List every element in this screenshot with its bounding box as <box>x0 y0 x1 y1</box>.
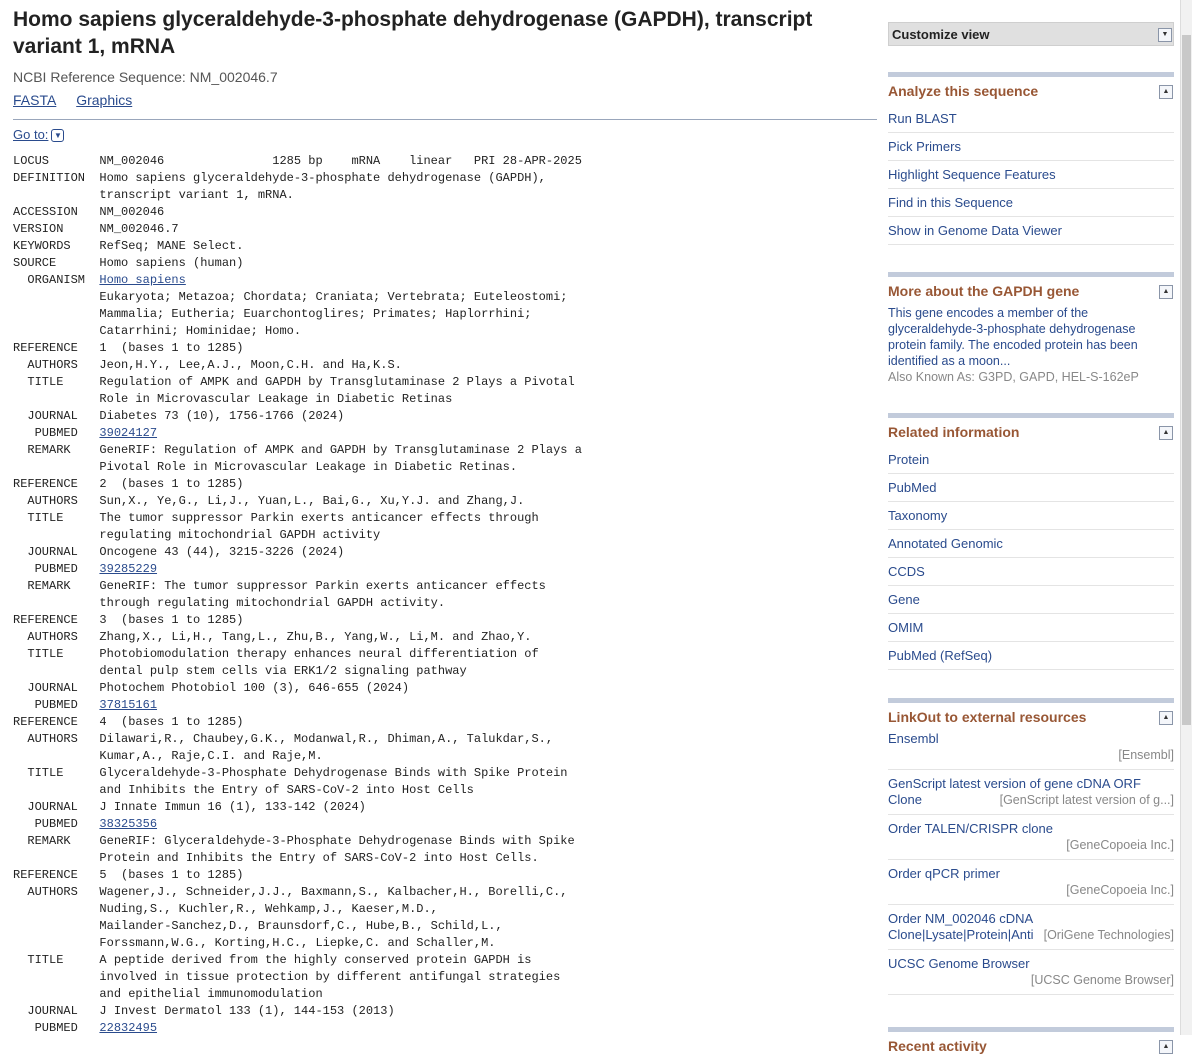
analyze-item-find-in-sequence[interactable]: Find in this Sequence <box>888 189 1174 217</box>
gene-also-known-as: Also Known As: G3PD, GAPD, HEL-S-162eP <box>888 370 1139 384</box>
reference-1-remark: REMARK GeneRIF: Regulation of AMPK and GAPDH by Transglutaminase 2 Plays a Pivotal Role in Microvascular Leakage in Diabetic Retinas. <box>27 443 582 474</box>
related-portlet-header <box>888 413 1174 446</box>
recent-activity-header <box>888 1027 1174 1060</box>
goto-link[interactable]: Go to: <box>13 127 49 142</box>
gene-portlet <box>888 272 1174 385</box>
pubmed-link-1[interactable]: 39024127 <box>99 426 158 440</box>
chevron-down-icon[interactable]: ▼ <box>51 129 64 142</box>
reference-3: REFERENCE 3 (bases 1 to 1285) AUTHORS Zhang,X., Li,H., Tang,L., Zhu,B., Yang,W., Li,M. and Zhao,Y. TITLE Photobiomodulation therapy enhances neural differentiation of dental pulp stem cells via ERK1/2 signaling pathway JOURNAL Photochem Photobiol 100 (3), 646-655 (2024) PUBMED <box>13 613 539 712</box>
page-scrollbar[interactable] <box>1180 0 1192 1035</box>
linkout-title[interactable]: Ensembl <box>888 731 939 746</box>
related-item-taxonomy[interactable]: Taxonomy <box>888 502 1174 530</box>
graphics-link[interactable]: Graphics <box>76 92 133 108</box>
recent-activity-title: Recent activity <box>888 1038 987 1054</box>
format-links <box>13 92 877 108</box>
pubmed-link-5[interactable]: 22832495 <box>99 1021 158 1035</box>
related-item-ccds[interactable]: CCDS <box>888 558 1174 586</box>
linkout-item-ensembl[interactable] <box>888 731 1174 770</box>
linkout-source: [GenScript latest version of g...] <box>999 793 1174 807</box>
linkout-item-qpcr-primer[interactable] <box>888 866 1174 905</box>
record-header: LOCUS NM_002046 1285 bp mRNA linear PRI 28-APR-2025 DEFINITION Homo sapiens glyceraldehyde-3-phosphate dehydrogenase (GAPDH), transcript variant 1, mRNA. ACCESSION NM_002046 VERSION NM_002046.7 KEYWORDS RefSeq; MANE Select. SOURCE Homo sapiens (human) ORGANISM <box>13 154 582 287</box>
related-item-pubmed[interactable]: PubMed <box>888 474 1174 502</box>
reference-2: REFERENCE 2 (bases 1 to 1285) AUTHORS Sun,X., Ye,G., Li,J., Yuan,L., Bai,G., Xu,Y.J. and Zhang,J. TITLE The tumor suppressor Parkin exerts anticancer effects through regulating mitochondrial GAPDH activity JOURNAL Oncogene 43 (44), 3215-3226 (2024) PUBMED <box>13 477 539 576</box>
linkout-source: [GeneCopoeia Inc.] <box>1066 838 1174 852</box>
related-item-gene[interactable]: Gene <box>888 586 1174 614</box>
customize-view-bar[interactable] <box>888 22 1174 46</box>
analyze-item-highlight-features[interactable]: Highlight Sequence Features <box>888 161 1174 189</box>
analyze-item-run-blast[interactable]: Run BLAST <box>888 105 1174 133</box>
refseq-accession-line: NCBI Reference Sequence: NM_002046.7 <box>13 69 278 85</box>
main-content <box>13 6 877 1037</box>
linkout-item-genscript[interactable] <box>888 776 1174 815</box>
linkout-source: [UCSC Genome Browser] <box>1030 973 1174 987</box>
pubmed-link-3[interactable]: 37815161 <box>99 698 158 712</box>
recent-activity-portlet <box>888 1027 1174 1060</box>
linkout-title[interactable]: Order NM_002046 cDNA <box>888 911 1034 926</box>
taxonomy-lineage: Eukaryota; Metazoa; Chordata; Craniata; Vertebrata; Euteleostomi; Mammalia; Eutheria; Euarchontoglires; Primates; Haplorrhini; Catarrhini; Hominidae; Homo. <box>99 290 568 338</box>
related-item-annotated-genomic[interactable]: Annotated Genomic <box>888 530 1174 558</box>
pubmed-link-4[interactable]: 38325356 <box>99 817 158 831</box>
linkout-item-ucsc[interactable] <box>888 956 1174 995</box>
analyze-portlet-title: Analyze this sequence <box>888 83 1039 99</box>
linkout-portlet-title: LinkOut to external resources <box>888 709 1087 725</box>
related-portlet-title: Related information <box>888 424 1020 440</box>
gene-portlet-header <box>888 272 1174 305</box>
gene-description-link[interactable]: This gene encodes a member of the glyceraldehyde-3-phosphate dehydrogenase protein family. The encoded protein has been identified as a moon... <box>888 306 1138 368</box>
reference-2-remark: REMARK GeneRIF: The tumor suppressor Parkin exerts anticancer effects through regulating mitochondrial GAPDH activity. <box>27 579 546 610</box>
related-item-omim[interactable]: OMIM <box>888 614 1174 642</box>
linkout-title[interactable]: Order TALEN/CRISPR clone <box>888 821 1053 836</box>
genbank-record <box>13 153 877 1037</box>
gene-portlet-title: More about the GAPDH gene <box>888 283 1080 299</box>
linkout-title[interactable]: Order qPCR primer <box>888 866 1000 881</box>
reference-4-remark: REMARK GeneRIF: Glyceraldehyde-3-Phosphate Dehydrogenase Binds with Spike Protein and Inhibits the Entry of SARS-CoV-2 into Host Cells. <box>27 834 575 865</box>
reference-5: REFERENCE 5 (bases 1 to 1285) AUTHORS Wagener,J., Schneider,J.J., Baxmann,S., Kalbacher,H., Borelli,C., Nuding,S., Kuchler,R., Wehkamp,J., Kaeser,M.D., Mailander-Sanchez,D., Braunsdorf,C., Hube,B., Schild,L., Forssmann,W.G., Korting,H.C., Liepke,C. and Schaller,M. TITLE A peptide derived from the highly conserved protein GAPDH is involved in tissue protection by different antifungal strategies and epithelial immunomodulation JOURNAL J Invest Dermatol 133 (1), 144-153 (2013) PUBMED <box>13 868 568 1035</box>
linkout-title-cont[interactable]: Clone|Lysate|Protein|Anti <box>888 927 1034 942</box>
linkout-portlet <box>888 698 1174 995</box>
analyze-portlet-header <box>888 72 1174 105</box>
analyze-item-pick-primers[interactable]: Pick Primers <box>888 133 1174 161</box>
collapse-icon[interactable]: ▲ <box>1159 1040 1173 1054</box>
collapse-icon[interactable]: ▲ <box>1159 285 1173 299</box>
sidebar <box>888 22 1174 1060</box>
linkout-title[interactable]: GenScript latest version of gene cDNA ORF <box>888 776 1141 791</box>
linkout-source: [Ensembl] <box>1118 748 1174 762</box>
page-title: Homo sapiens glyceraldehyde-3-phosphate dehydrogenase (GAPDH), transcript variant 1, mRNA <box>13 8 813 58</box>
linkout-source: [GeneCopoeia Inc.] <box>1066 883 1174 897</box>
related-portlet <box>888 413 1174 670</box>
analyze-item-genome-data-viewer[interactable]: Show in Genome Data Viewer <box>888 217 1174 245</box>
pubmed-link-2[interactable]: 39285229 <box>99 562 158 576</box>
scrollbar-thumb[interactable] <box>1182 35 1191 725</box>
related-item-pubmed-refseq[interactable]: PubMed (RefSeq) <box>888 642 1174 670</box>
collapse-icon[interactable]: ▲ <box>1159 426 1173 440</box>
fasta-link[interactable]: FASTA <box>13 92 57 108</box>
linkout-source: [OriGene Technologies] <box>1043 928 1174 942</box>
dropdown-icon[interactable]: ▼ <box>1158 28 1172 42</box>
related-item-protein[interactable]: Protein <box>888 446 1174 474</box>
analyze-portlet <box>888 72 1174 245</box>
organism-link[interactable]: Homo sapiens <box>99 273 186 287</box>
collapse-icon[interactable]: ▲ <box>1159 85 1173 99</box>
linkout-title[interactable]: UCSC Genome Browser <box>888 956 1030 971</box>
goto-bar <box>13 119 877 145</box>
reference-1: REFERENCE 1 (bases 1 to 1285) AUTHORS Jeon,H.Y., Lee,A.J., Moon,C.H. and Ha,K.S. TITLE Regulation of AMPK and GAPDH by Transglutaminase 2 Plays a Pivotal Role in Microvascular Leakage in Diabetic Retinas JOURNAL Diabetes 73 (10), 1756-1766 (2024) PUBMED <box>13 341 575 440</box>
linkout-item-talen-crispr[interactable] <box>888 821 1174 860</box>
customize-view-label: Customize view <box>892 27 990 42</box>
collapse-icon[interactable]: ▲ <box>1159 711 1173 725</box>
linkout-item-origene[interactable] <box>888 911 1174 950</box>
reference-4: REFERENCE 4 (bases 1 to 1285) AUTHORS Dilawari,R., Chaubey,G.K., Modanwal,R., Dhiman,A., Talukdar,S., Kumar,A., Raje,C.I. and Raje,M. TITLE Glyceraldehyde-3-Phosphate Dehydrogenase Binds with Spike Protein and Inhibits the Entry of SARS-CoV-2 into Host Cells JOURNAL J Innate Immun 16 (1), 133-142 (2024) PUBMED <box>13 715 568 831</box>
linkout-portlet-header <box>888 698 1174 731</box>
linkout-title-cont[interactable]: Clone <box>888 792 922 807</box>
